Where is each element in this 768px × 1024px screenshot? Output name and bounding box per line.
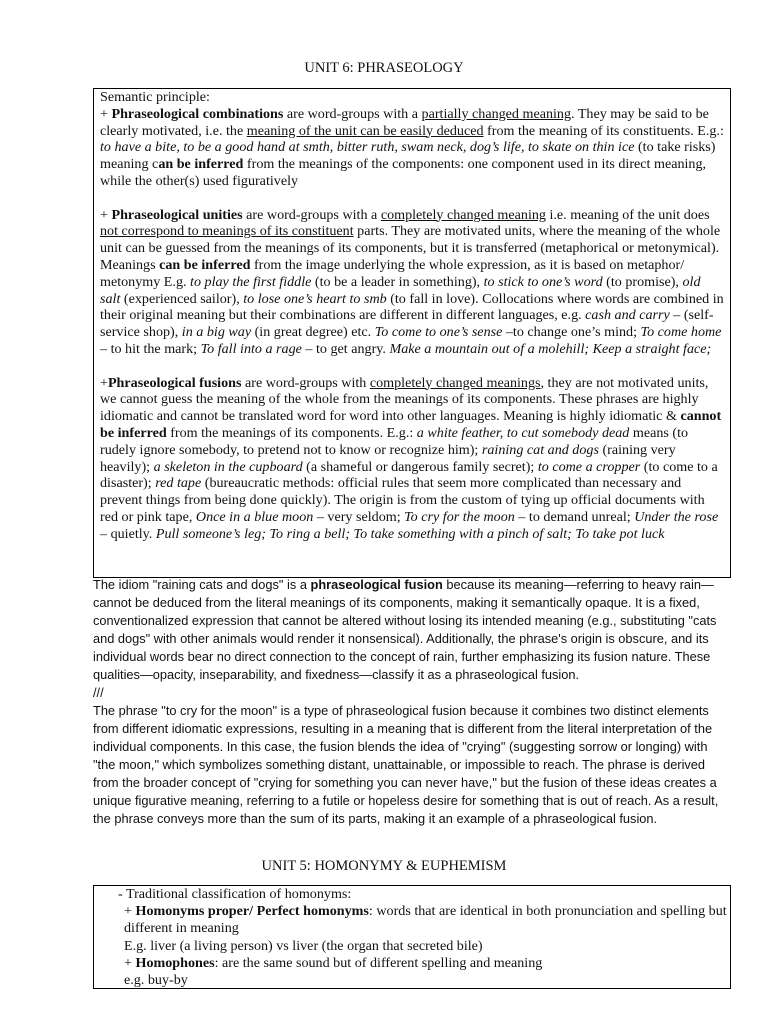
fusions-paragraph: +Phraseological fusions are word-groups with completely changed meanings, they are not motivated units, we cannot guess the meaning of the whole from the meanings of its components. These phrases are highly idiomatic and cannot be translated word for word into other languages. Meaning is highly idiomatic & cannot be inferred from the meanings of its components. E.g.: a white feather, to cut somebody dead means (to rudely ignore somebody, to pretend not to know or recognize him); raining cat and dogs (raining very heavily); a skeleton in the cupboard (a shameful or dangerous family secret); to come a cropper (to come to a disaster); red tape (bureaucratic methods: official rules that seem more complicated than necessary and prevent things from being done quickly). The origin is from the custom of tying up official documents with red or pink tape, Once in a blue moon – very seldom; To cry for the moon – to demand unreal; Under the rose – quietly. Pull someone’s leg; To ring a bell; To take something with a pinch of salt; To take pot luck	[100, 374, 722, 542]
homophones-line: + Homophones: are the same sound but of different spelling and meaning	[124, 954, 543, 971]
homonymy-box	[93, 885, 731, 989]
fusions-term: Phraseological fusions	[107, 374, 242, 391]
combinations-term: Phraseological combinations	[111, 105, 284, 122]
semantic-heading: Semantic principle:	[100, 89, 210, 105]
homonyms-classification-line: - Traditional classification of homonyms:	[118, 886, 352, 902]
phraseology-box	[93, 88, 731, 578]
unit6-title: UNIT 6: PHRASEOLOGY	[304, 60, 464, 76]
explanation-separator: ///	[93, 685, 104, 700]
combinations-paragraph: + Phraseological combinations are word-groups with a partially changed meaning. They may be said to be clearly motivated, i.e. the meaning of the unit can be easily deduced from the meaning of its constituents. E.g.: to have a bite, to be a good hand at smth, bitter ruth, swam neck, dog’s life, to skate on thin ice (to take risks) meaning can be inferred from the meanings of the components: one component used in its direct meaning, while the other(s) used figuratively	[100, 105, 724, 189]
homophones-example-line: e.g. buy-by	[124, 972, 188, 989]
homonyms-example-line: E.g. liver (a living person) vs liver (the organ that secreted bile)	[124, 937, 483, 954]
explanation-paragraph-1: The idiom "raining cats and dogs" is a phraseological fusion because its meaning—referring to heavy rain—cannot be deduced from the literal meanings of its components, making it semantically opaque. It is a fixed, conventionalized expression that cannot be altered without losing its intended meaning (e.g., substituting "cats and dogs" with other animals would render it nonsensical). Additionally, the phrase's origin is obscure, and its individual words bear no direct connection to the concept of rain, further emphasizing its fusion nature. These qualities—opacity, inseparability, and fixedness—classify it as a phraseological fusion.	[93, 577, 717, 682]
unit5-title: UNIT 5: HOMONYMY & EUPHEMISM	[261, 858, 507, 874]
unities-term: Phraseological unities	[111, 206, 243, 223]
unities-paragraph: + Phraseological unities are word-groups with a completely changed meaning i.e. meaning of the unit does not correspond to meanings of its constituent parts. They are motivated units, where the meaning of the whole unit can be guessed from the meanings of its components, but it is transferred (metaphorical or metonymical). Meanings can be inferred from the image underlying the whole expression, as it is based on metaphor/ metonymy E.g. to play the first fiddle (to be a leader in something), to stick to one’s word (to promise), old salt (experienced sailor), to lose one’s heart to smb (to fall in love). Collocations where words are combined in their original meaning but their combinations are different in different languages, e.g. cash and carry – (self-service shop), in a big way (in great degree) etc. To come to one’s sense –to change one’s mind; To come home – to hit the mark; To fall into a rage – to get angry. Make a mountain out of a molehill; Keep a straight face;	[100, 206, 724, 357]
homonyms-proper-line: + Homonyms proper/ Perfect homonyms: words that are identical in both pronunciation and spelling but different in meaning	[124, 903, 727, 937]
explanation-section	[93, 576, 733, 828]
explanation-paragraph-2: The phrase "to cry for the moon" is a type of phraseological fusion because it combines two distinct elements from different idiomatic expressions, resulting in a meaning that is different from the literal interpretation of the individual components. In this case, the fusion blends the idea of "crying" (suggesting sorrow or longing) with "the moon," which symbolizes something distant, unattainable, or impossible to reach. The phrase is derived from the broader concept of "crying for something you can never have," but the fusion of these ideas creates a unique figurative meaning, referring to a futile or hopeless desire for something that is out of reach. As a result, the phrase conveys more than the sum of its parts, making it an example of a phraseological fusion.	[93, 703, 719, 826]
